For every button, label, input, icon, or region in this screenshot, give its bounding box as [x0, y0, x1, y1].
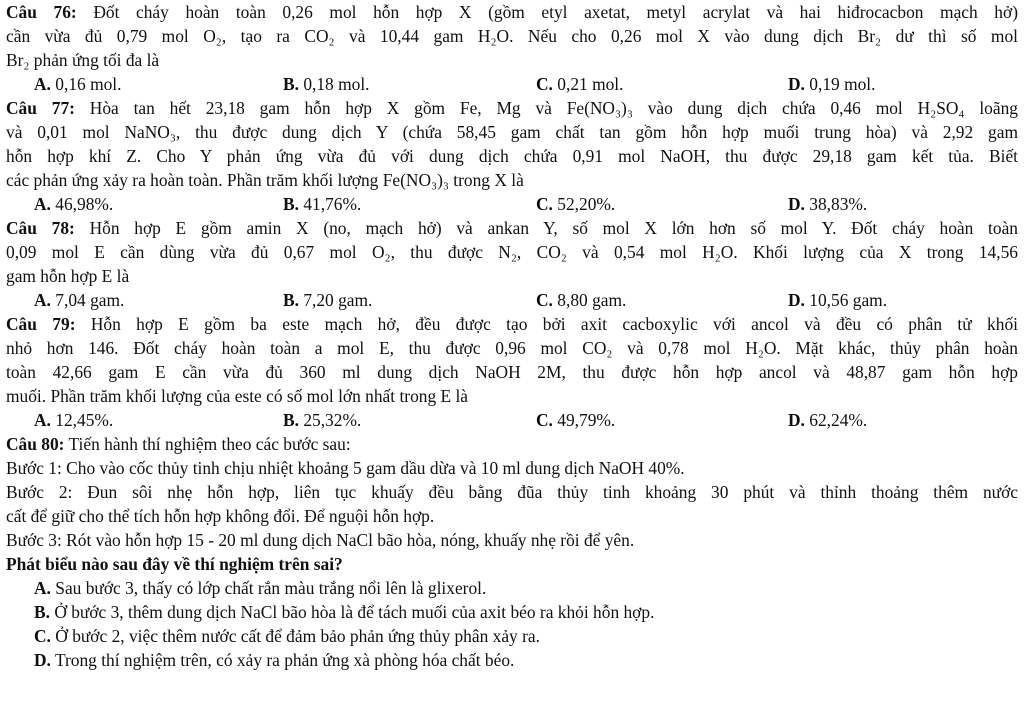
q78-option-b: B. 7,20 gam.: [283, 290, 373, 310]
q77-option-c: C. 52,20%.: [536, 194, 616, 214]
q76-line-3: Br₂ phản ứng tối đa là: [6, 50, 160, 70]
q76-option-a: A. 0,16 mol.: [34, 74, 122, 94]
q78-option-a: A. 7,04 gam.: [34, 290, 125, 310]
q79-text-1: Hỗn hợp E gồm ba este mạch hở, đều được tạo bởi axit cacboxylic với ancol và đều có phân tử khối: [90, 314, 1018, 334]
q80-option-d: D. Trong thí nghiệm trên, có xảy ra phản ứng xà phòng hóa chất béo.: [34, 650, 515, 670]
q80-number: Câu 80:: [6, 434, 65, 454]
q79-line-2: nhỏ hơn 146. Đốt cháy hoàn toàn a mol E, thu được 0,96 mol CO₂ và 0,78 mol H₂O. Mặt khác, thủy phân hoàn: [6, 338, 1018, 358]
q78-line-1: [6, 216, 1018, 240]
q76-option-d: D. 0,19 mol.: [788, 74, 876, 94]
q77-line-1: [6, 96, 1018, 120]
q77-number: Câu 77:: [6, 98, 75, 118]
q78-number: Câu 78:: [6, 218, 75, 238]
q79-line-1: [6, 312, 1018, 336]
q76-line-1: [6, 0, 1018, 24]
q76-number: Câu 76:: [6, 2, 77, 22]
q78-line-2: 0,09 mol E cần dùng vừa đủ 0,67 mol O₂, thu được N₂, CO₂ và 0,54 mol H₂O. Khối lượng của X trong 14,56: [6, 242, 1018, 262]
q80-step-2-cont: cất để giữ cho thể tích hỗn hợp không đổi. Để nguội hỗn hợp.: [6, 506, 435, 526]
q76-option-b: B. 0,18 mol.: [283, 74, 370, 94]
q79-number: Câu 79:: [6, 314, 76, 334]
q80-option-c: C. Ở bước 2, việc thêm nước cất để đảm bảo phản ứng thủy phân xảy ra.: [34, 626, 540, 646]
q79-option-d: D. 62,24%.: [788, 410, 868, 430]
q76-option-c: C. 0,21 mol.: [536, 74, 624, 94]
q79-line-3: toàn 42,66 gam E cần vừa đủ 360 ml dung dịch NaOH 2M, thu được hỗn hợp ancol và 48,87 gam hỗn hợp: [6, 362, 1018, 382]
q77-line-4: các phản ứng xảy ra hoàn toàn. Phần trăm khối lượng Fe(NO₃)₃ trong X là: [6, 170, 524, 190]
q78-option-c: C. 8,80 gam.: [536, 290, 627, 310]
q80-step-1: Bước 1: Cho vào cốc thủy tinh chịu nhiệt khoảng 5 gam dầu dừa và 10 ml dung dịch NaOH 40%.: [6, 458, 685, 478]
q79-option-c: C. 49,79%.: [536, 410, 616, 430]
q80-prompt: Phát biểu nào sau đây về thí nghiệm trên sai?: [6, 554, 343, 574]
q79-line-4: muối. Phần trăm khối lượng của este có số mol lớn nhất trong E là: [6, 386, 469, 406]
q77-line-2: và 0,01 mol NaNO₃, thu được dung dịch Y (chứa 58,45 gam chất tan gồm hỗn hợp muối trung hòa) và 2,92 gam: [6, 122, 1018, 142]
q80-option-a: A. Sau bước 3, thấy có lớp chất rắn màu trắng nổi lên là glixerol.: [34, 578, 487, 598]
q80-step-3: Bước 3: Rót vào hỗn hợp 15 - 20 ml dung dịch NaCl bão hòa, nóng, khuấy nhẹ rồi để yên.: [6, 530, 635, 550]
q78-option-d: D. 10,56 gam.: [788, 290, 888, 310]
q76-line-2: cần vừa đủ 0,79 mol O₂, tạo ra CO₂ và 10,44 gam H₂O. Nếu cho 0,26 mol X vào dung dịch Br₂ dư thì số mol: [6, 26, 1018, 46]
q80-text-1: Tiến hành thí nghiệm theo các bước sau:: [68, 434, 351, 454]
q80-step-2: Bước 2: Đun sôi nhẹ hỗn hợp, liên tục khuấy đều bằng đũa thủy tinh khoảng 30 phút và thỉnh thoảng thêm nước: [6, 482, 1018, 502]
q77-line-3: hỗn hợp khí Z. Cho Y phản ứng vừa đủ với dung dịch chứa 0,91 mol NaOH, thu được 29,18 gam kết tủa. Biết: [6, 146, 1018, 166]
q77-option-a: A. 46,98%.: [34, 194, 114, 214]
q77-option-d: D. 38,83%.: [788, 194, 868, 214]
q77-option-b: B. 41,76%.: [283, 194, 362, 214]
q80-line-1: [6, 432, 1018, 456]
q78-text-1: Hỗn hợp E gồm amin X (no, mạch hở) và ankan Y, số mol X lớn hơn số mol Y. Đốt cháy hoàn toàn: [89, 218, 1018, 238]
q78-line-3: gam hỗn hợp E là: [6, 266, 130, 286]
q76-text-1: Đốt cháy hoàn toàn 0,26 mol hỗn hợp X (gồm etyl axetat, metyl acrylat và hai hiđrocacbon mạch hở): [93, 2, 1018, 22]
q79-option-b: B. 25,32%.: [283, 410, 362, 430]
q77-text-1: Hòa tan hết 23,18 gam hỗn hợp X gồm Fe, Mg và Fe(NO₃)₃ vào dung dịch chứa 0,46 mol H₂SO₄ loãng: [89, 98, 1018, 118]
q80-option-b: B. Ở bước 3, thêm dung dịch NaCl bão hòa là để tách muối của axit béo ra khỏi hỗn hợp.: [34, 602, 655, 622]
q79-option-a: A. 12,45%.: [34, 410, 114, 430]
